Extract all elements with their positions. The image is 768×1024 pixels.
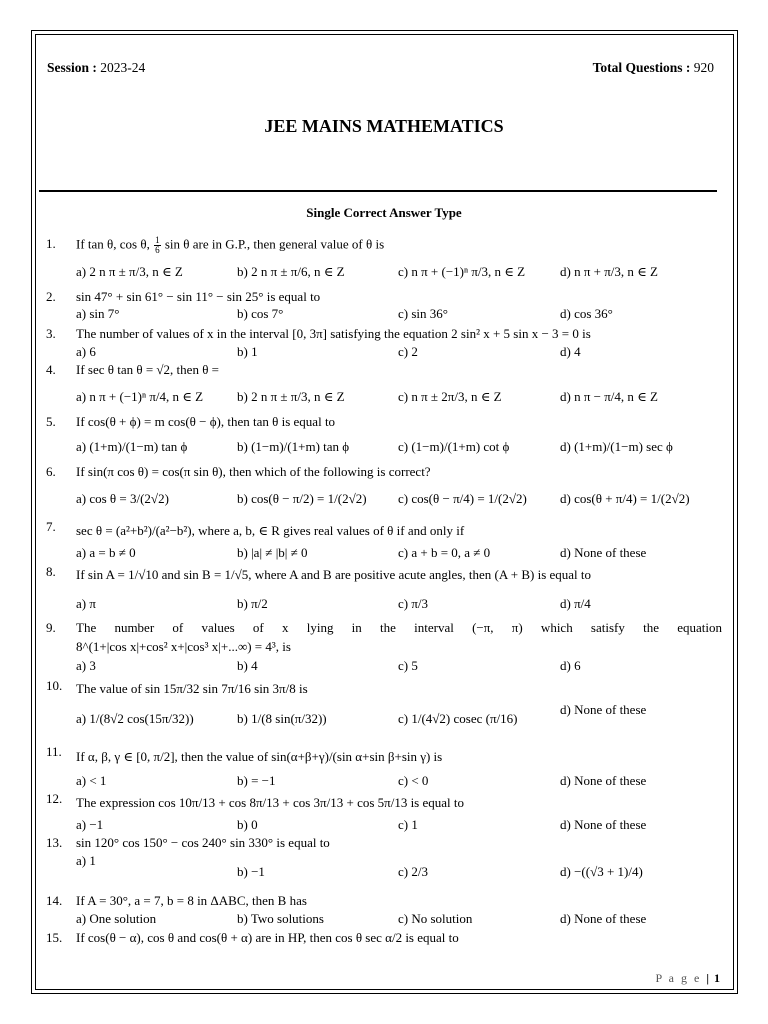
question-8 (46, 564, 721, 620)
question-number: 3. (46, 326, 56, 341)
question-3 (46, 326, 721, 362)
question-number: 8. (46, 564, 56, 579)
option-c[interactable]: c) a + b = 0, a ≠ 0 (398, 545, 491, 560)
option-b[interactable]: b) 1/(8 sin(π/32)) (237, 711, 327, 726)
option-c[interactable]: c) < 0 (398, 773, 429, 788)
option-c[interactable]: c) 1 (398, 817, 418, 832)
question-text: If sin(π cos θ) = cos(π sin θ), then which of the following is correct? (76, 464, 431, 479)
option-c[interactable]: c) 2 (398, 344, 418, 359)
option-b[interactable]: b) Two solutions (237, 911, 324, 926)
option-d[interactable]: d) None of these (560, 817, 647, 832)
question-text: If cos(θ − α), cos θ and cos(θ + α) are in HP, then cos θ sec α/2 is equal to (76, 930, 459, 945)
option-a[interactable]: a) n π + (−1)ⁿ π/4, n ∈ Z (76, 389, 204, 404)
question-text: If sin A = 1/√10 and sin B = 1/√5, where A and B are positive acute angles, then (A + B) is equal to (76, 567, 592, 582)
option-c[interactable]: c) No solution (398, 911, 473, 926)
question-13 (46, 835, 721, 893)
question-number: 6. (46, 464, 56, 479)
question-number: 9. (46, 620, 56, 635)
option-b[interactable]: b) π/2 (237, 596, 268, 611)
option-a[interactable]: a) (1+m)/(1−m) tan ϕ (76, 439, 188, 454)
option-a[interactable]: a) One solution (76, 911, 157, 926)
option-c[interactable]: c) π/3 (398, 596, 429, 611)
page-separator: | (706, 971, 709, 985)
option-d[interactable]: d) None of these (560, 702, 647, 717)
option-a[interactable]: a) 3 (76, 658, 96, 673)
question-number: 7. (46, 519, 56, 534)
question-text: sin 120° cos 150° − cos 240° sin 330° is equal to (76, 835, 330, 850)
question-14 (46, 893, 721, 927)
question-number: 4. (46, 362, 56, 377)
option-a[interactable]: a) 6 (76, 344, 96, 359)
option-c[interactable]: c) n π ± 2π/3, n ∈ Z (398, 389, 502, 404)
question-number: 15. (46, 930, 63, 945)
option-a[interactable]: a) < 1 (76, 773, 107, 788)
option-d[interactable]: d) π/4 (560, 596, 591, 611)
option-c[interactable]: c) n π + (−1)ⁿ π/3, n ∈ Z (398, 264, 526, 279)
title-divider (39, 190, 717, 192)
session-label: Session : (47, 60, 97, 75)
option-c[interactable]: c) cos(θ − π/4) = 1/(2√2) (398, 491, 527, 506)
question-15 (46, 930, 721, 948)
question-6 (46, 464, 721, 518)
question-number: 14. (46, 893, 63, 908)
option-d[interactable]: d) 6 (560, 658, 581, 673)
question-number: 1. (46, 236, 56, 251)
section-subtitle: Single Correct Answer Type (306, 205, 462, 220)
option-b[interactable]: b) 0 (237, 817, 258, 832)
option-c[interactable]: c) 1/(4√2) cosec (π/16) (398, 711, 518, 726)
question-number: 13. (46, 835, 63, 850)
question-12 (46, 791, 721, 833)
question-7 (46, 519, 721, 561)
option-d[interactable]: d) None of these (560, 545, 647, 560)
option-b[interactable]: b) −1 (237, 864, 265, 879)
option-a[interactable]: a) cos θ = 3/(2√2) (76, 491, 169, 506)
option-a[interactable]: a) 1 (76, 853, 96, 868)
option-b[interactable]: b) cos(θ − π/2) = 1/(2√2) (237, 491, 367, 506)
option-b[interactable]: b) cos 7° (237, 306, 284, 321)
option-a[interactable]: a) π (76, 596, 96, 611)
option-d[interactable]: d) n π − π/4, n ∈ Z (560, 389, 658, 404)
option-b[interactable]: b) = −1 (237, 773, 276, 788)
option-d[interactable]: d) cos 36° (560, 306, 613, 321)
option-c[interactable]: c) (1−m)/(1+m) cot ϕ (398, 439, 510, 454)
option-d[interactable]: d) n π + π/3, n ∈ Z (560, 264, 658, 279)
question-number: 5. (46, 414, 56, 429)
question-number: 12. (46, 791, 63, 806)
question-text-continued: 8^(1+|cos x|+cos² x+|cos³ x|+...∞) = 4³, is (76, 639, 291, 654)
question-number: 10. (46, 678, 63, 693)
question-11 (46, 744, 721, 790)
question-text: sin 47° + sin 61° − sin 11° − sin 25° is equal to (76, 289, 321, 304)
session-value: 2023-24 (100, 60, 146, 75)
question-text: The expression cos 10π/13 + cos 8π/13 + cos 3π/13 + cos 5π/13 is equal to (76, 795, 465, 810)
question-5 (46, 414, 721, 464)
total-questions-info (593, 60, 714, 76)
option-a[interactable]: a) 1/(8√2 cos(15π/32)) (76, 711, 194, 726)
question-2 (46, 289, 721, 325)
question-text: sec θ = (a²+b²)/(a²−b²), where a, b, ∈ R gives real values of θ if and only if (76, 523, 465, 538)
option-d[interactable]: d) None of these (560, 773, 647, 788)
question-number: 2. (46, 289, 56, 304)
page-label: P a g e (655, 971, 702, 985)
option-d[interactable]: d) None of these (560, 911, 647, 926)
question-text: The number of values of x lying in the interval (−π, π) which satisfy the equation (76, 620, 722, 635)
option-b[interactable]: b) 4 (237, 658, 258, 673)
question-number: 11. (46, 744, 62, 759)
page-footer (655, 971, 720, 986)
option-c[interactable]: c) sin 36° (398, 306, 448, 321)
option-a[interactable]: a) 2 n π ± π/3, n ∈ Z (76, 264, 183, 279)
option-d[interactable]: d) cos(θ + π/4) = 1/(2√2) (560, 491, 690, 506)
option-b[interactable]: b) |a| ≠ |b| ≠ 0 (237, 545, 308, 560)
option-c[interactable]: c) 5 (398, 658, 418, 673)
question-text: The value of sin 15π/32 sin 7π/16 sin 3π/8 is (76, 681, 308, 696)
option-a[interactable]: a) sin 7° (76, 306, 120, 321)
total-questions-label: Total Questions : (592, 60, 691, 75)
question-text: If α, β, γ ∈ [0, π/2], then the value of sin(α+β+γ)/(sin α+sin β+sin γ) is (76, 749, 443, 764)
question-text: If sec θ tan θ = √2, then θ = (76, 362, 219, 377)
question-text: If tan θ, cos θ, $\frac{1}{6}$ sin θ are in G.P., then general value of θ is (76, 235, 385, 255)
option-d[interactable]: d) 4 (560, 344, 581, 359)
page-number: 1 (714, 971, 720, 985)
option-d[interactable]: d) (1+m)/(1−m) sec ϕ (560, 439, 673, 454)
option-a[interactable]: a) −1 (76, 817, 104, 832)
session-info (47, 60, 145, 76)
document-title: JEE MAINS MATHEMATICS (264, 116, 504, 136)
question-1 (46, 236, 721, 286)
option-d[interactable]: d) −((√3 + 1)/4) (560, 864, 643, 879)
question-text: If A = 30°, a = 7, b = 8 in ΔABC, then B has (76, 893, 307, 908)
question-text: If cos(θ + ϕ) = m cos(θ − ϕ), then tan θ is equal to (76, 414, 336, 429)
option-b[interactable]: b) 1 (237, 344, 258, 359)
question-4 (46, 362, 721, 412)
option-b[interactable]: b) 2 n π ± π/3, n ∈ Z (237, 389, 345, 404)
option-b[interactable]: b) (1−m)/(1+m) tan ϕ (237, 439, 350, 454)
option-b[interactable]: b) 2 n π ± π/6, n ∈ Z (237, 264, 345, 279)
option-a[interactable]: a) a = b ≠ 0 (76, 545, 136, 560)
question-text: The number of values of x in the interval [0, 3π] satisfying the equation 2 sin² x + 5 sin x − 3 = 0 is (76, 326, 591, 341)
question-10 (46, 678, 721, 742)
option-c[interactable]: c) 2/3 (398, 864, 428, 879)
question-9 (46, 620, 721, 676)
total-questions-value: 920 (693, 60, 714, 75)
